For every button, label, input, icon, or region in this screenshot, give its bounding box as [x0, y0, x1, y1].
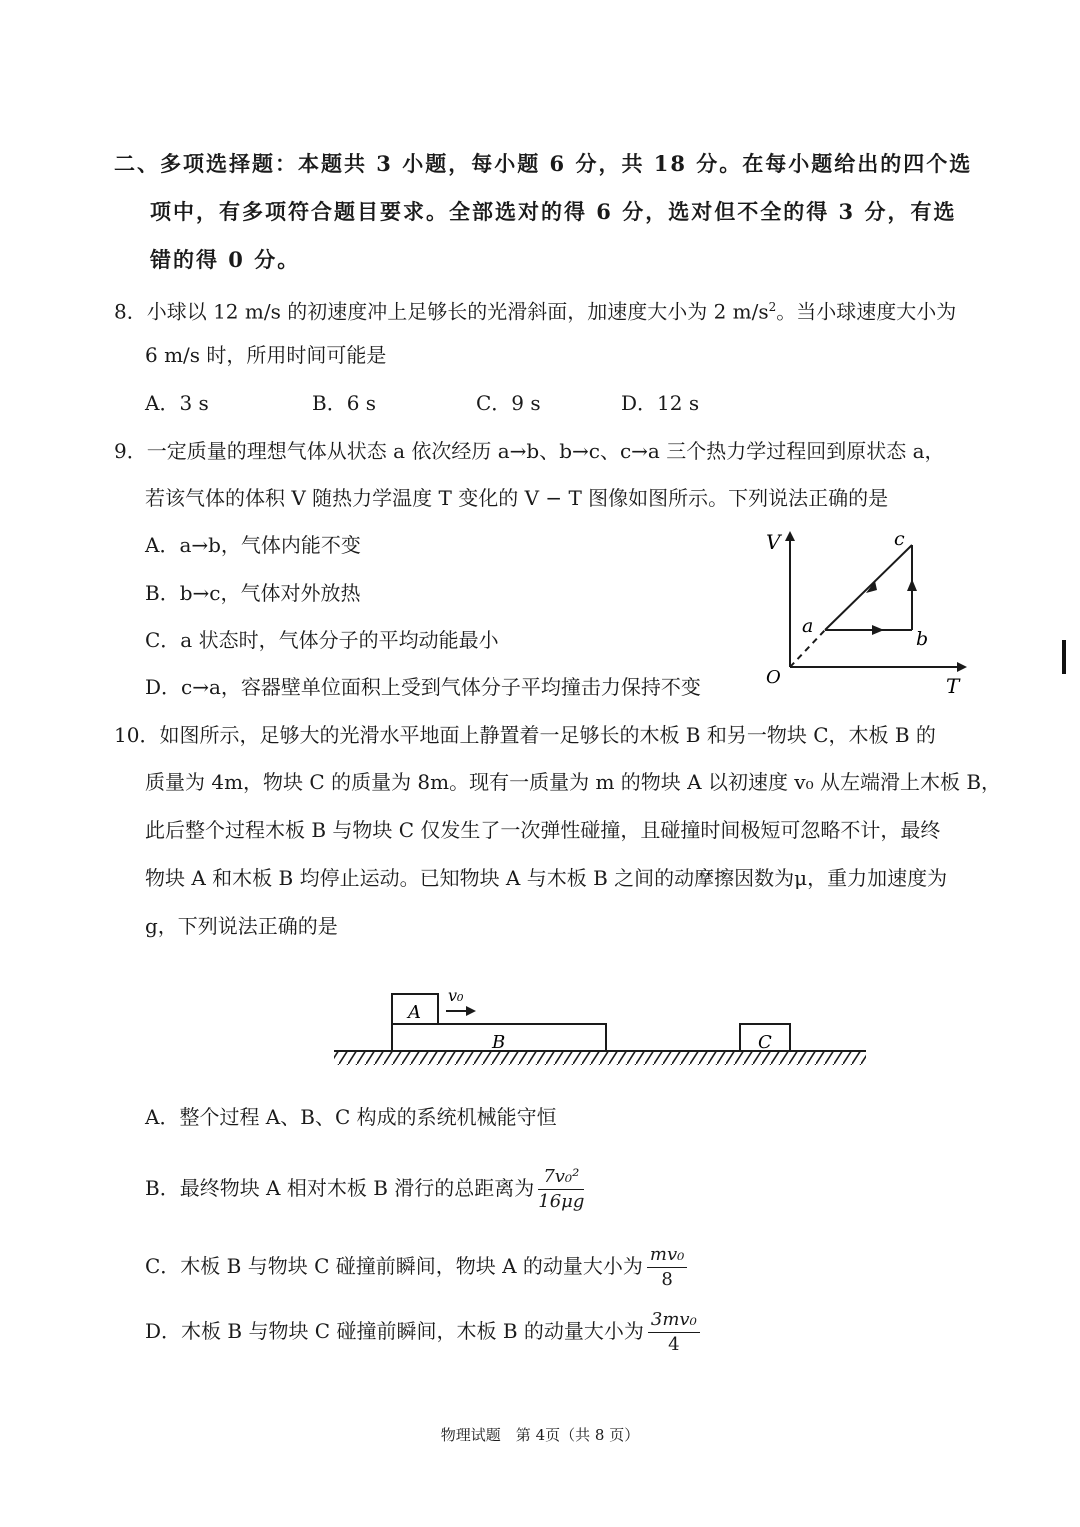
point-c-label: c: [894, 528, 905, 550]
q8-stem-part2: 。当小球速度大小为: [776, 299, 957, 324]
section-heading-line2: 项中，有多项符合题目要求。全部选对的得 6 分，选对但不全的得 3 分，有选: [150, 199, 957, 224]
q8-stem-line1: [114, 293, 956, 326]
process-a-b-arrow: [872, 625, 884, 635]
section-heading-line3: 错的得 0 分。: [150, 247, 301, 272]
q10-option-c-fraction: [647, 1244, 687, 1291]
section-heading-line1: 二、多项选择题：本题共 3 小题，每小题 6 分，共 18 分。在每小题给出的四个选: [114, 151, 973, 176]
q9-option-a: A．a→b，气体内能不变: [145, 533, 361, 557]
q10-option-a: A．整个过程 A、B、C 构成的系统机械能守恒: [145, 1105, 557, 1129]
process-b-c-arrow: [907, 579, 917, 591]
process-c-a-line: [825, 545, 912, 630]
q8-option-c: C．9 s: [476, 391, 541, 415]
q10-option-b-denominator: 16μg: [538, 1191, 585, 1212]
q9-option-b: B．b→c，气体对外放热: [145, 581, 361, 605]
q8-stem-sup: 2: [768, 300, 777, 314]
point-b-label: b: [916, 628, 929, 650]
q10-option-c: [145, 1240, 687, 1292]
origin-label: O: [766, 667, 781, 688]
q10-option-c-numerator: mv₀: [647, 1244, 687, 1268]
q10-stem-line5: g，下列说法正确的是: [145, 914, 338, 938]
block-c-label: C: [758, 1032, 772, 1053]
q10-stem-line4: 物块 A 和木板 B 均停止运动。已知物块 A 与木板 B 之间的动摩擦因数为μ，重力加速度为: [145, 866, 948, 890]
q10-option-b-numerator: 7v₀²: [538, 1166, 584, 1190]
blocks-figure: [330, 980, 870, 1070]
q10-option-b-text: B．最终物块 A 相对木板 B 滑行的总距离为: [145, 1176, 535, 1200]
q9-option-c: C．a 状态时，气体分子的平均动能最小: [145, 628, 499, 652]
q8-stem-part1: 8．小球以 12 m/s 的初速度冲上足够长的光滑斜面，加速度大小为 2 m/s: [114, 299, 769, 324]
q8-stem-line2: 6 m/s 时，所用时间可能是: [145, 343, 387, 367]
q9-stem-line1: 9．一定质量的理想气体从状态 a 依次经历 a→b、b→c、c→a 三个热力学过程回到原状态 a，: [114, 439, 945, 463]
q10-option-c-denominator: 8: [661, 1269, 673, 1290]
q10-stem-line1: 10．如图所示，足够大的光滑水平地面上静置着一足够长的木板 B 和另一物块 C，木板 B 的: [114, 723, 936, 747]
q10-option-b-fraction: [538, 1166, 584, 1213]
q8-option-d: D．12 s: [621, 391, 700, 415]
q10-option-d: [145, 1305, 700, 1357]
v-axis-label: V: [766, 530, 781, 554]
scan-edge-mark: [1062, 640, 1066, 674]
vt-graph: [760, 525, 975, 700]
q9-stem-line2: 若该气体的体积 V 随热力学温度 T 变化的 V − T 图像如图所示。下列说法正确的是: [145, 486, 889, 510]
ground-hatch: [334, 1052, 866, 1065]
q10-option-b: [145, 1162, 584, 1214]
q8-option-a: A．3 s: [145, 391, 209, 415]
q10-option-d-numerator: 3mv₀: [648, 1309, 700, 1333]
point-a-label: a: [802, 615, 814, 637]
q10-stem-line3: 此后整个过程木板 B 与物块 C 仅发生了一次弹性碰撞，且碰撞时间极短可忽略不计，最终: [145, 818, 941, 842]
t-axis-label: T: [946, 674, 960, 698]
board-b-label: B: [492, 1032, 506, 1053]
q10-option-d-text: D．木板 B 与物块 C 碰撞前瞬间，木板 B 的动量大小为: [145, 1319, 644, 1343]
q9-option-d: D．c→a，容器壁单位面积上受到气体分子平均撞击力保持不变: [145, 675, 701, 699]
q10-option-c-text: C．木板 B 与物块 C 碰撞前瞬间，物块 A 的动量大小为: [145, 1254, 643, 1278]
velocity-arrow-head: [466, 1006, 476, 1016]
q8-option-b: B．6 s: [312, 391, 377, 415]
q10-stem-line2: 质量为 4m，物块 C 的质量为 8m。现有一质量为 m 的物块 A 以初速度 v₀ 从左端滑上木板 B，: [145, 770, 1002, 794]
velocity-label: v₀: [448, 986, 464, 1005]
q10-option-d-fraction: [648, 1309, 700, 1356]
page-footer: 物理试题 第 4页（共 8 页）: [440, 1426, 640, 1444]
q10-option-d-denominator: 4: [668, 1334, 680, 1355]
block-a-label: A: [408, 1002, 421, 1023]
